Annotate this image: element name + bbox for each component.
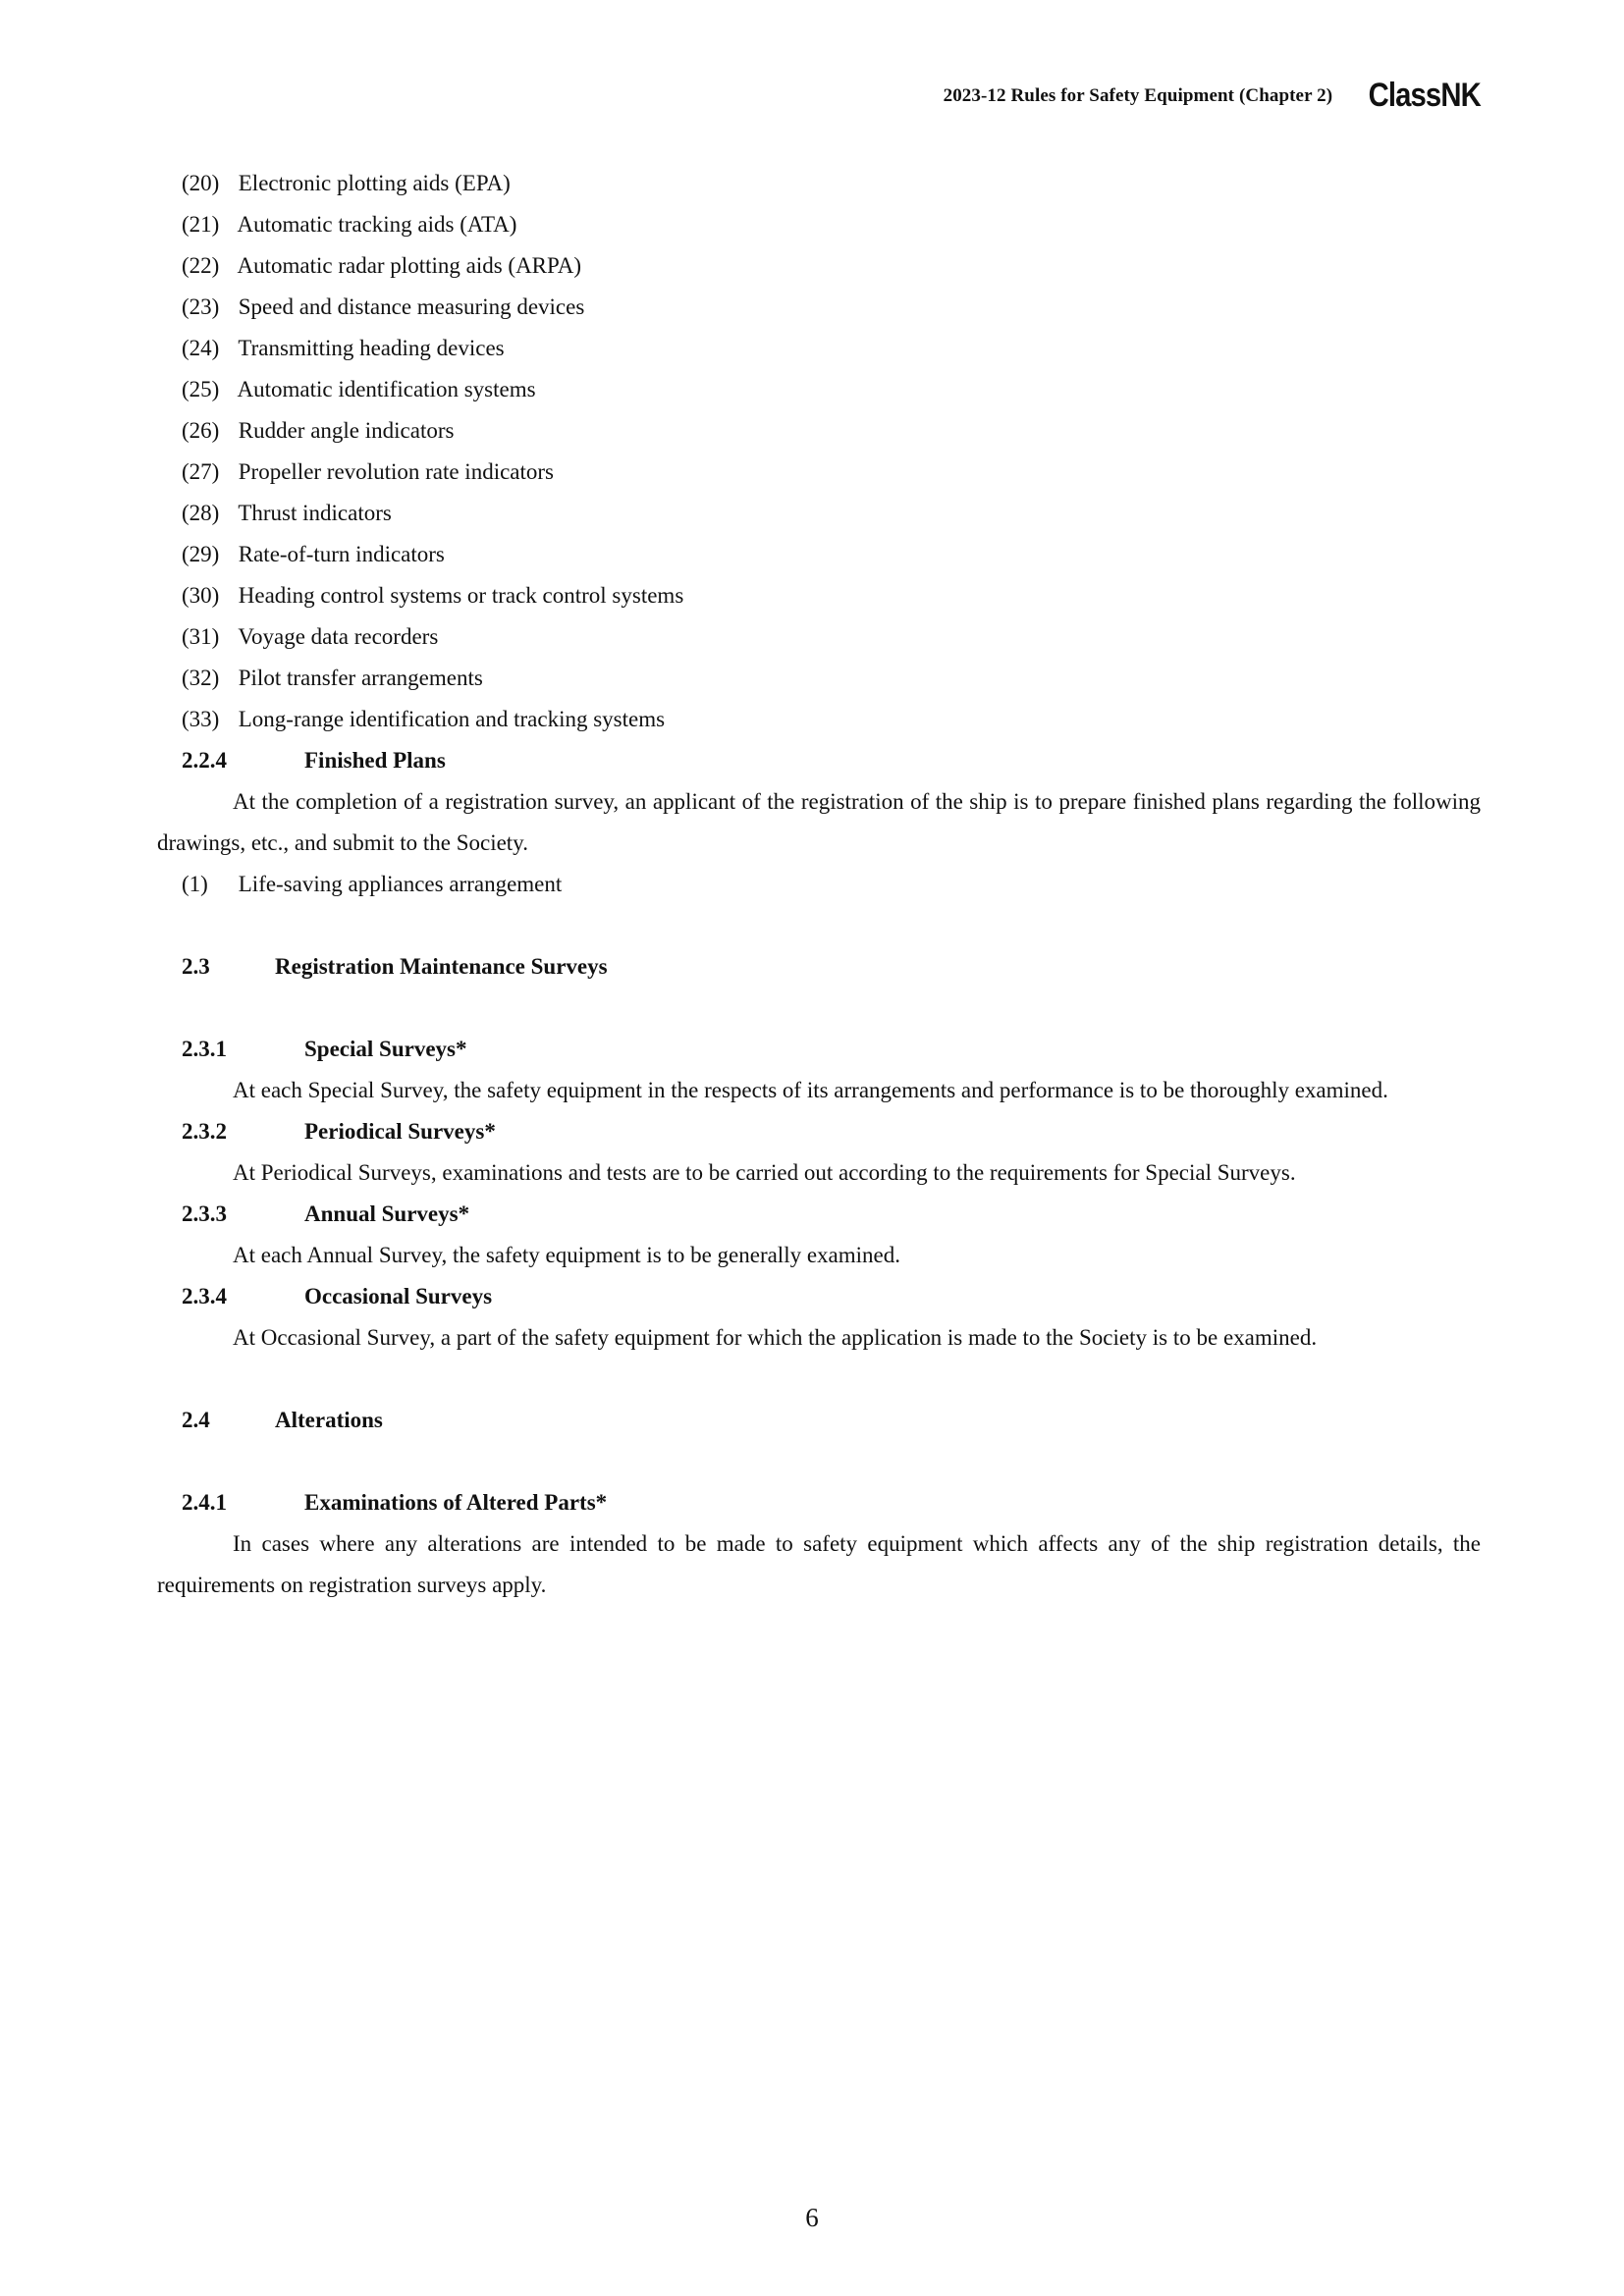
list-item <box>157 575 1481 616</box>
section-paragraph: At the completion of a registration survey, an applicant of the registration of the ship is to prepare finished plans regarding the following drawings, etc., and submit to the Society. <box>157 789 1481 855</box>
list-item-text: Long-range identification and tracking systems <box>238 707 666 731</box>
section-title: Occasional Surveys <box>304 1284 493 1308</box>
section-title: Registration Maintenance Surveys <box>275 954 608 979</box>
section-paragraph: In cases where any alterations are intended to be made to safety equipment which affects any of the ship registration details, the requirements on registration surveys apply. <box>157 1531 1481 1597</box>
section-heading-2-3-1 <box>157 1029 1481 1070</box>
section-heading-2-3-2 <box>157 1111 1481 1152</box>
list-item-number: (1) <box>182 872 208 896</box>
list-item-number: (22) <box>182 253 220 278</box>
list-item-text: Propeller revolution rate indicators <box>238 459 555 484</box>
list-item <box>157 452 1481 493</box>
list-item <box>157 658 1481 699</box>
classnk-logo: ClassNK <box>1368 77 1481 114</box>
list-item-number: (30) <box>182 583 220 608</box>
section-title: Periodical Surveys* <box>304 1119 496 1144</box>
list-item-text: Transmitting heading devices <box>238 336 505 360</box>
section-number: 2.3.3 <box>182 1201 227 1226</box>
header-title: 2023-12 Rules for Safety Equipment (Chapter 2) <box>943 84 1333 106</box>
section-heading-2-4 <box>157 1400 1481 1441</box>
spacer <box>157 988 1481 1029</box>
list-item <box>157 699 1481 740</box>
section-paragraph: At Occasional Survey, a part of the safety equipment for which the application is made to the Society is to be examined. <box>233 1325 1318 1350</box>
section-heading-2-2-4 <box>157 740 1481 781</box>
list-item-text: Rate-of-turn indicators <box>238 542 445 566</box>
list-item-text: Automatic tracking aids (ATA) <box>237 212 517 237</box>
list-item-text: Electronic plotting aids (EPA) <box>238 171 511 195</box>
list-item-number: (25) <box>182 377 220 401</box>
section-title: Alterations <box>275 1408 383 1432</box>
section-title: Examinations of Altered Parts* <box>304 1490 608 1515</box>
section-number: 2.2.4 <box>182 748 227 773</box>
spacer <box>157 905 1481 946</box>
list-item-number: (31) <box>182 624 220 649</box>
page-header <box>944 77 1481 115</box>
list-item-number: (24) <box>182 336 220 360</box>
list-item-number: (23) <box>182 294 220 319</box>
list-item-text: Life-saving appliances arrangement <box>238 872 563 896</box>
list-item-text: Voyage data recorders <box>238 624 439 649</box>
list-item <box>157 493 1481 534</box>
document-body <box>157 163 1481 1606</box>
list-item-number: (27) <box>182 459 220 484</box>
list-item <box>157 163 1481 204</box>
list-item-text: Pilot transfer arrangements <box>238 666 483 690</box>
section-paragraph: At each Annual Survey, the safety equipment is to be generally examined. <box>233 1243 900 1267</box>
section-number: 2.3 <box>182 954 210 979</box>
list-item <box>157 410 1481 452</box>
section-heading-2-4-1 <box>157 1482 1481 1523</box>
list-item-number: (33) <box>182 707 220 731</box>
list-item-text: Automatic radar plotting aids (ARPA) <box>237 253 581 278</box>
section-number: 2.3.1 <box>182 1037 227 1061</box>
list-item-text: Thrust indicators <box>238 501 392 525</box>
section-number: 2.4.1 <box>182 1490 227 1515</box>
spacer <box>157 1359 1481 1400</box>
section-title: Annual Surveys* <box>304 1201 470 1226</box>
list-item <box>157 369 1481 410</box>
list-item-text: Automatic identification systems <box>237 377 536 401</box>
list-item <box>157 534 1481 575</box>
list-item-text: Rudder angle indicators <box>238 418 455 443</box>
spacer <box>157 1441 1481 1482</box>
list-item-number: (32) <box>182 666 220 690</box>
list-item <box>157 287 1481 328</box>
list-item-number: (28) <box>182 501 220 525</box>
list-item <box>157 245 1481 287</box>
list-item-text: Heading control systems or track control systems <box>238 583 684 608</box>
list-item-text: Speed and distance measuring devices <box>238 294 585 319</box>
section-paragraph: At each Special Survey, the safety equipment in the respects of its arrangements and performance is to be thoroughly examined. <box>233 1078 1388 1102</box>
list-item <box>157 328 1481 369</box>
list-item <box>157 204 1481 245</box>
list-item <box>157 864 1481 905</box>
list-item-number: (20) <box>182 171 220 195</box>
list-item-number: (29) <box>182 542 220 566</box>
section-title: Special Surveys* <box>304 1037 467 1061</box>
section-title: Finished Plans <box>304 748 446 773</box>
section-number: 2.4 <box>182 1408 210 1432</box>
section-heading-2-3 <box>157 946 1481 988</box>
section-number: 2.3.4 <box>182 1284 227 1308</box>
list-item-number: (21) <box>182 212 220 237</box>
page-number: 6 <box>805 2203 819 2232</box>
section-number: 2.3.2 <box>182 1119 227 1144</box>
list-item-number: (26) <box>182 418 220 443</box>
section-paragraph: At Periodical Surveys, examinations and tests are to be carried out according to the requirements for Special Surveys. <box>233 1160 1296 1185</box>
section-heading-2-3-4 <box>157 1276 1481 1317</box>
section-heading-2-3-3 <box>157 1194 1481 1235</box>
list-item <box>157 616 1481 658</box>
